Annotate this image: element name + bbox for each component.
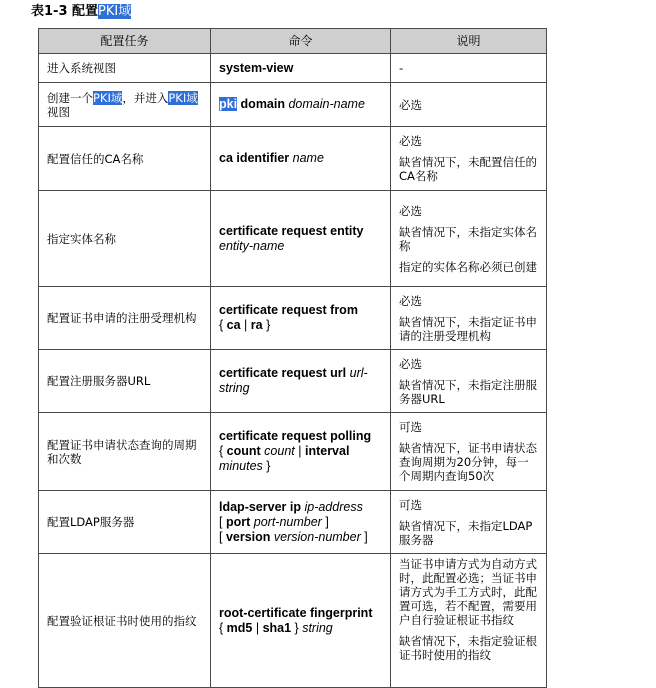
description-cell: 当证书申请方式为自动方式时，此配置必选；当证书申请方式为手工方式时，此配置可选，若不配置，需要用户自行验证根证书指纹 缺省情况下，未指定验证根证书时使用的指纹	[391, 554, 547, 688]
description-cell: 必选 缺省情况下，未指定实体名称 指定的实体名称必须已创建	[391, 191, 547, 287]
table-row	[39, 413, 547, 491]
table-row	[39, 491, 547, 554]
table-row	[39, 54, 547, 83]
header-description: 说明	[391, 29, 547, 54]
table-header-row	[39, 29, 547, 54]
table-row	[39, 287, 547, 350]
command-cell: certificate request from { ca | ra }	[211, 287, 391, 350]
task-cell: 配置证书申请状态查询的周期和次数	[39, 413, 211, 491]
command-cell: root-certificate fingerprint { md5 | sha1 } string	[211, 554, 391, 688]
caption-prefix: 表1-3 配置	[31, 4, 99, 19]
task-cell: 配置信任的CA名称	[39, 127, 211, 191]
command-cell: certificate request entity entity-name	[211, 191, 391, 287]
table-row	[39, 554, 547, 688]
description-cell: -	[391, 54, 547, 83]
command-cell: certificate request polling { count count | interval minutes }	[211, 413, 391, 491]
task-cell: 配置LDAP服务器	[39, 491, 211, 554]
command-cell: ca identifier name	[211, 127, 391, 191]
description-cell: 可选 缺省情况下，未指定LDAP服务器	[391, 491, 547, 554]
pki-config-table	[38, 28, 547, 688]
description-cell: 必选	[391, 83, 547, 127]
command-cell: certificate request url url-string	[211, 350, 391, 413]
table-row	[39, 191, 547, 287]
caption-highlight: PKI域	[98, 4, 132, 19]
task-cell: 配置注册服务器URL	[39, 350, 211, 413]
description-cell: 可选 缺省情况下，证书申请状态查询周期为20分钟，每一个周期内查询50次	[391, 413, 547, 491]
table-row	[39, 83, 547, 127]
task-cell: 指定实体名称	[39, 191, 211, 287]
description-cell: 必选 缺省情况下，未指定注册服务器URL	[391, 350, 547, 413]
task-cell: 进入系统视图	[39, 54, 211, 83]
table-caption	[31, 3, 131, 20]
command-cell: ldap-server ip ip-address [ port port-number ] [ version version-number ]	[211, 491, 391, 554]
description-cell: 必选 缺省情况下，未配置信任的CA名称	[391, 127, 547, 191]
description-cell: 必选 缺省情况下，未指定证书申请的注册受理机构	[391, 287, 547, 350]
header-command: 命令	[211, 29, 391, 54]
command-cell: system-view	[211, 54, 391, 83]
table-row	[39, 127, 547, 191]
table-row	[39, 350, 547, 413]
header-task: 配置任务	[39, 29, 211, 54]
task-cell: 配置验证根证书时使用的指纹	[39, 554, 211, 688]
task-cell: 配置证书申请的注册受理机构	[39, 287, 211, 350]
command-cell: pki domain domain-name	[211, 83, 391, 127]
task-cell: 创建一个PKI域，并进入PKI域视图	[39, 83, 211, 127]
